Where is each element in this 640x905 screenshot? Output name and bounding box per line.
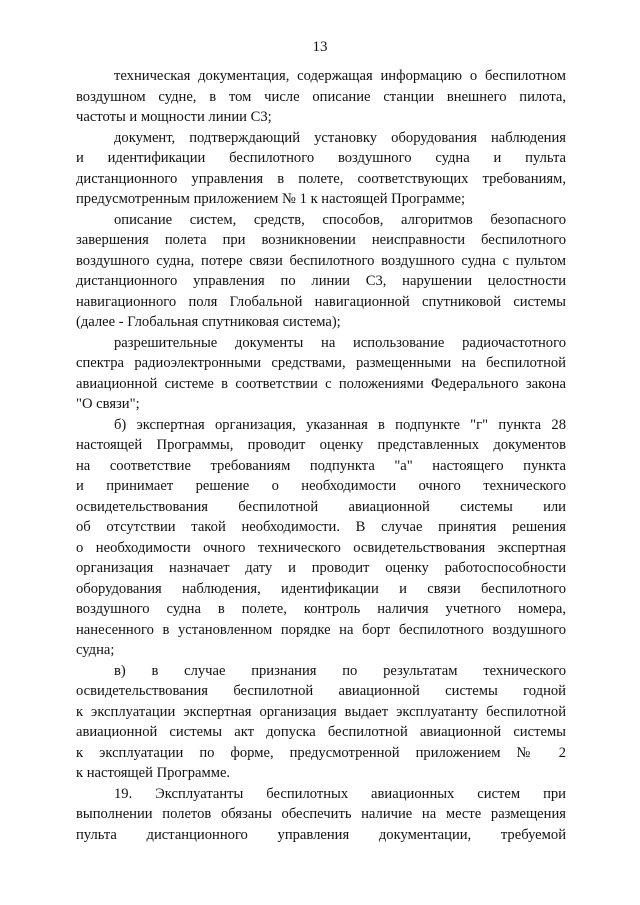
text-line: судна;: [76, 642, 115, 658]
text-line: пульта дистанционного управления документации, требуемой: [76, 826, 566, 843]
body-text: [76, 66, 566, 845]
text-line: 19. Эксплуатанты беспилотных авиационных систем при: [114, 785, 566, 802]
page-number: 13: [312, 39, 328, 55]
text-line: разрешительные документы на использование радиочастотного: [114, 334, 566, 351]
text-line: "О связи";: [76, 396, 140, 412]
text-line: воздушного судна в полете, контроль наличия учетного номера,: [76, 601, 566, 617]
text-line: в) в случае признания по результатам технического: [114, 662, 566, 679]
text-line: к настоящей Программе.: [76, 765, 231, 781]
text-line: организация назначает дату и проводит оценку работоспособности: [76, 560, 566, 576]
text-line: на соответствие требованиям подпункта "а" настоящего пункта: [76, 457, 566, 474]
text-line: дистанционного управления в полете, соответствующих требованиям,: [76, 170, 566, 187]
text-line: документ, подтверждающий установку оборудования наблюдения: [114, 129, 566, 146]
text-line: оборудования наблюдения, идентификации и связи беспилотного: [76, 580, 566, 597]
text-line: освидетельствования беспилотной авиационной системы годной: [76, 683, 566, 699]
text-line: настоящей Программы, проводит оценку представленных документов: [76, 437, 566, 453]
text-line: авиационной системе в соответствии с положениями Федерального закона: [76, 375, 566, 392]
text-line: нанесенного в установленном порядке на борт беспилотного воздушного: [76, 621, 566, 638]
text-line: описание систем, средств, способов, алгоритмов безопасного: [114, 211, 566, 228]
text-line: и идентификации беспилотного воздушного судна и пульта: [76, 150, 566, 166]
text-line: воздушного судна, потере связи беспилотного воздушного судна с пультом: [76, 252, 566, 269]
text-line: частоты и мощности линии С3;: [76, 109, 272, 125]
text-line: предусмотренным приложением № 1 к настоящей Программе;: [76, 191, 466, 207]
text-line: техническая документация, содержащая информацию о беспилотном: [114, 68, 566, 84]
text-line: и принимает решение о необходимости очного технического: [76, 478, 566, 494]
text-line: навигационного поля Глобальной навигационной спутниковой системы: [76, 293, 566, 310]
text-line: к эксплуатации экспертная организация выдает эксплуатанту беспилотной: [76, 703, 566, 720]
text-line: воздушном судне, в том числе описание станции внешнего пилота,: [76, 88, 566, 105]
text-line: (далее - Глобальная спутниковая система);: [76, 314, 341, 330]
text-line: освидетельствования беспилотной авиационной системы или: [76, 498, 566, 515]
text-line: об отсутствии такой необходимости. В случае принятия решения: [76, 519, 566, 535]
text-line: о необходимости очного технического освидетельствования экспертная: [76, 539, 566, 556]
text-line: спектра радиоэлектронными средствами, размещенными на беспилотной: [76, 355, 566, 371]
text-line: завершения полета при возникновении неисправности беспилотного: [76, 232, 566, 248]
text-line: авиационной системы акт допуска беспилотной авиационной системы: [76, 724, 566, 740]
text-line: к эксплуатации по форме, предусмотренной приложением № 2: [76, 744, 566, 761]
text-line: дистанционного управления по линии С3, нарушении целостности: [76, 273, 566, 289]
text-line: выполнении полетов обязаны обеспечить наличие на месте размещения: [76, 806, 566, 822]
text-line: б) экспертная организация, указанная в подпункте "г" пункта 28: [114, 416, 566, 433]
